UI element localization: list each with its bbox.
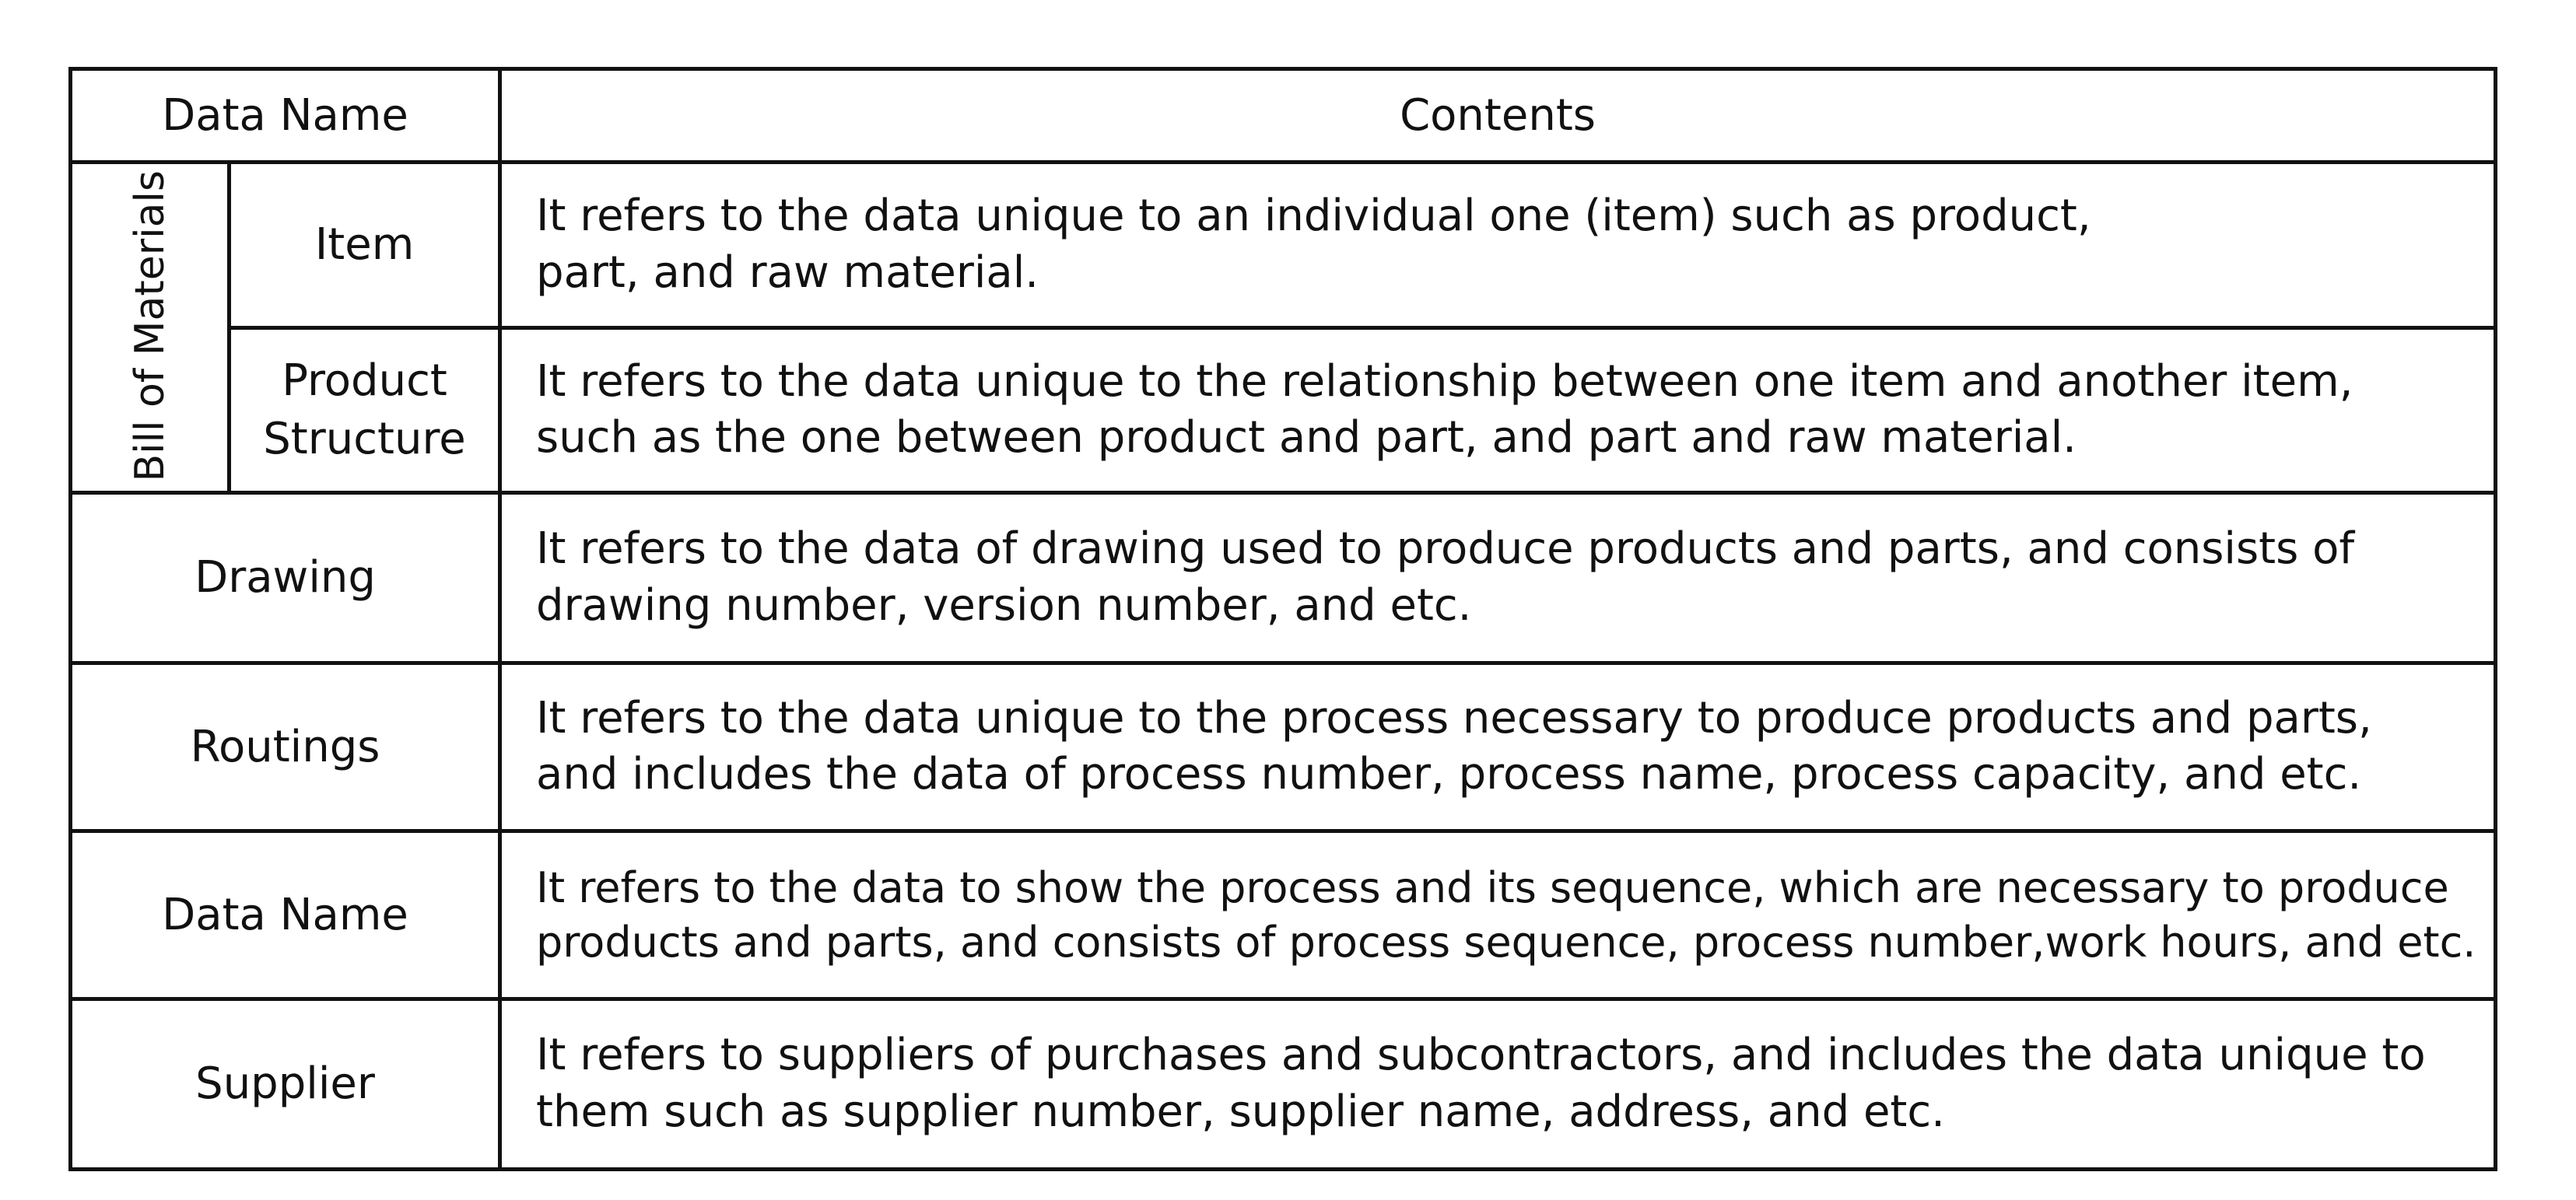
content-line: It refers to the data of drawing used to produce products and parts, and consists of: [536, 523, 2355, 575]
row-content-data-name: [500, 831, 2496, 999]
row-name-item: Item: [230, 163, 500, 327]
bom-group-label: Bill of Materials: [126, 170, 173, 482]
content-line: products and parts, and consists of process sequence, process number,work hours, and etc.: [536, 917, 2476, 967]
row-content-supplier: [500, 999, 2496, 1170]
content-line: It refers to the data unique to an individual one (item) such as product,: [536, 191, 2091, 242]
content-line: It refers to suppliers of purchases and subcontractors, and includes the data unique to: [536, 1030, 2426, 1081]
row-content-drawing: [500, 493, 2496, 663]
table-row-product-structure: [71, 327, 2496, 492]
content-line: such as the one between product and part, and part and raw material.: [536, 412, 2077, 464]
row-content-product-structure: [500, 327, 2496, 492]
content-line: part, and raw material.: [536, 247, 1039, 298]
row-content-routings: [500, 663, 2496, 831]
row-name-routings: Routings: [71, 663, 500, 831]
content-line: drawing number, version number, and etc.: [536, 579, 1472, 631]
table-row-item: [71, 163, 2496, 327]
table-row-drawing: [71, 493, 2496, 663]
name-line: Structure: [263, 414, 466, 465]
row-name-supplier: Supplier: [71, 999, 500, 1170]
row-content-item: [500, 163, 2496, 327]
content-line: It refers to the data unique to the process necessary to produce products and parts,: [536, 692, 2372, 743]
row-name-data-name: Data Name: [71, 831, 500, 999]
header-data-name: Data Name: [71, 69, 500, 163]
content-line: and includes the data of process number, process name, process capacity, and etc.: [536, 749, 2362, 800]
name-line: Product: [282, 355, 447, 406]
row-name-product-structure: [230, 327, 500, 492]
header-contents: Contents: [500, 69, 2496, 163]
row-name-drawing: Drawing: [71, 493, 500, 663]
content-line: them such as supplier number, supplier name, address, and etc.: [536, 1086, 1945, 1138]
table-row-data-name: [71, 831, 2496, 999]
bom-group-cell: [71, 163, 230, 493]
header-row: [71, 69, 2496, 163]
content-line: It refers to the data to show the process and its sequence, which are necessary to produce: [536, 862, 2449, 912]
table-row-routings: [71, 663, 2496, 831]
table-row-supplier: [71, 999, 2496, 1170]
content-line: It refers to the data unique to the relationship between one item and another item,: [536, 355, 2353, 407]
data-definition-table: [68, 67, 2497, 1171]
